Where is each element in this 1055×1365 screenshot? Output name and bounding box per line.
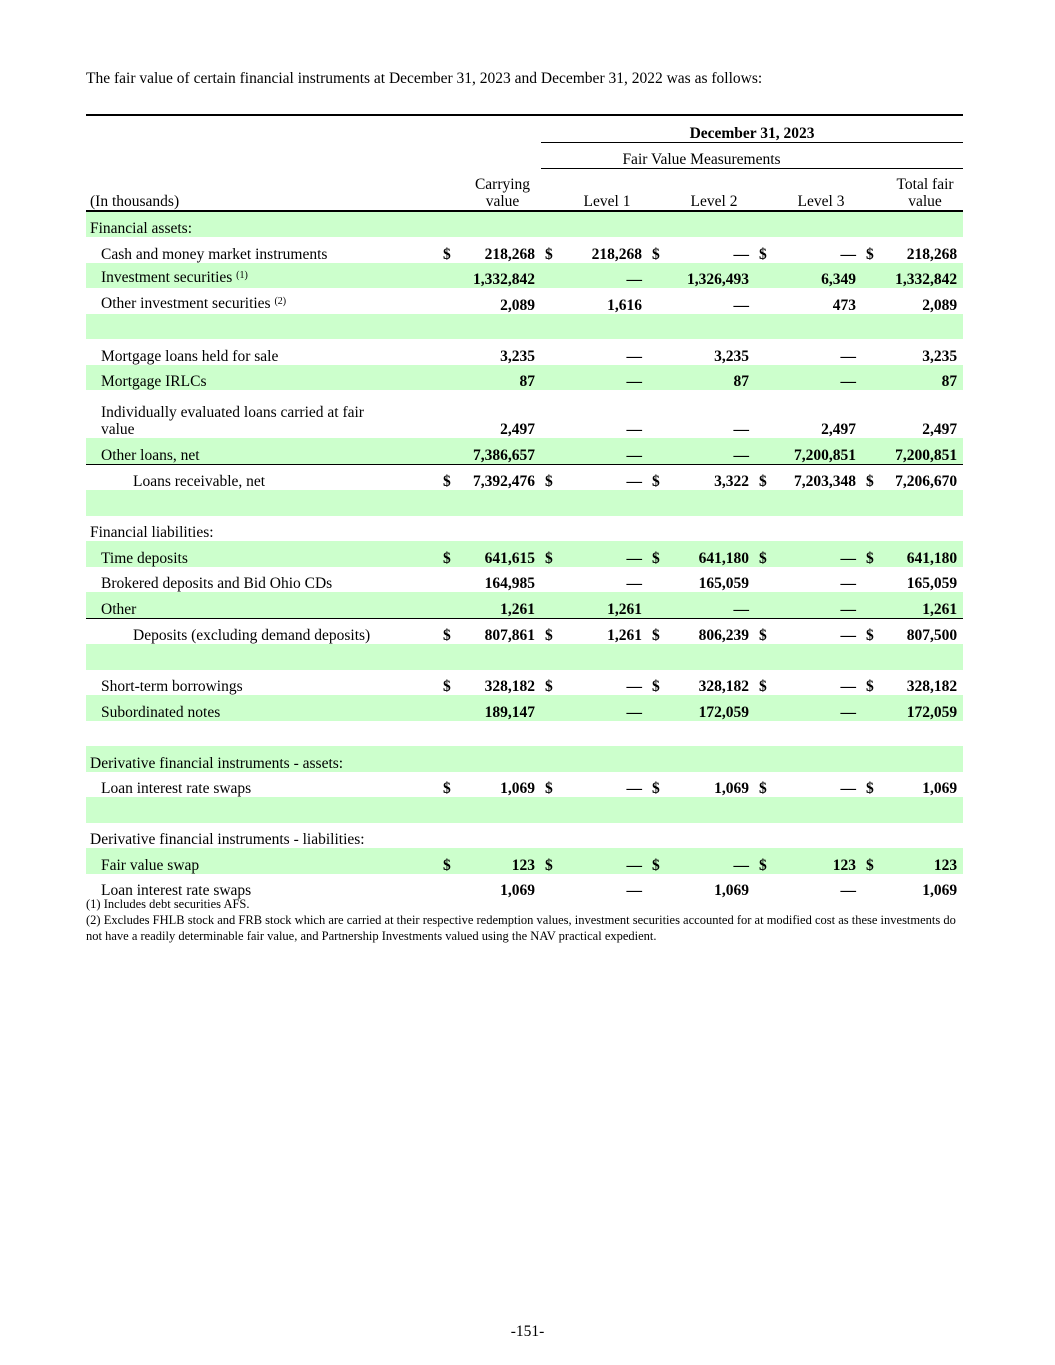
- table-row: Time deposits $ 641,615 $ — $ 641,180 $ — $ 641,180: [86, 541, 963, 567]
- spacer-row: [86, 721, 963, 747]
- spacer-row: [86, 797, 963, 823]
- row-label: Other: [86, 592, 439, 618]
- footnote-2: (2) Excludes FHLB stock and FRB stock which are carried at their respective redemption values, investment securities accounted for at modified cost as these investments do not have a readily determinable fair value, and Partnership Investments valued using the NAV practical expedient.: [86, 913, 956, 943]
- row-label: Short-term borrowings: [101, 678, 243, 695]
- date-header: December 31, 2023: [541, 115, 963, 142]
- level1-header: Level 1: [566, 169, 648, 211]
- table-row: Loan interest rate swaps 1,069 — 1,069 — 1,069: [86, 874, 963, 900]
- spacer-row: [86, 314, 963, 340]
- spacer-row: [86, 490, 963, 516]
- row-label: Investment securities $^{(1)}$: [86, 263, 439, 289]
- row-label: Mortgage loans held for sale: [101, 347, 279, 365]
- table-row: Other 1,261 1,261 — — 1,261: [86, 592, 963, 618]
- row-label: Time deposits: [86, 541, 439, 567]
- table-row: Mortgage IRLCs 87 — 87 — 87: [86, 365, 963, 391]
- intro-text: The fair value of certain financial instruments at December 31, 2023 and December 31, 2022 was as follows:: [86, 70, 763, 87]
- row-label: Cash and money market instruments: [101, 245, 328, 263]
- header-row-columns: [86, 169, 963, 211]
- header-row-date: [86, 115, 963, 142]
- section-financial-assets: Financial assets:: [86, 211, 963, 238]
- row-label: Loans receivable, net: [86, 464, 439, 490]
- row-label: Mortgage IRLCs: [86, 365, 439, 391]
- section-financial-liabilities: Financial liabilities:: [90, 524, 214, 541]
- row-label: Loan interest rate swaps: [101, 780, 252, 797]
- total-fair-value-header: Total fair value: [887, 169, 963, 211]
- header-row-fvm: [86, 142, 963, 169]
- units-label: (In thousands): [86, 169, 439, 211]
- section-derivative-assets: Derivative financial instruments - assets:: [86, 746, 963, 772]
- fair-value-measurements-header: Fair Value Measurements: [541, 142, 862, 169]
- table-row: Fair value swap $ 123 $ — $ — $ 123 $ 123: [86, 848, 963, 874]
- table-row: Short-term borrowings $ 328,182 $ — $ 328,182 $ — $ 328,182: [86, 670, 963, 696]
- row-label: Fair value swap: [86, 848, 439, 874]
- footnote-ref: (1): [236, 270, 248, 281]
- table-row: Other investment securities $^{(2)}$ 2,089 1,616 — 473 2,089: [86, 288, 963, 314]
- row-label: Subordinated notes: [86, 695, 439, 721]
- row-label: Brokered deposits and Bid Ohio CDs: [101, 575, 333, 592]
- table-row-total: Deposits (excluding demand deposits) $ 807,861 $ 1,261 $ 806,239 $ — $ 807,500: [86, 618, 963, 644]
- spacer-row: [86, 644, 963, 670]
- table-row: Subordinated notes 189,147 — 172,059 — 172,059: [86, 695, 963, 721]
- level3-header: Level 3: [780, 169, 862, 211]
- level2-header: Level 2: [673, 169, 755, 211]
- row-label: Loan interest rate swaps: [101, 882, 252, 899]
- fair-value-table-container: [86, 114, 963, 899]
- section-derivative-liabilities: Derivative financial instruments - liabilities:: [90, 831, 365, 848]
- carrying-value-header: Carrying value: [464, 169, 541, 211]
- footnote-1: (1) Includes debt securities AFS.: [86, 897, 250, 911]
- row-label: Other investment securities $^{(2)}$: [101, 294, 287, 312]
- row-label: Individually evaluated loans carried at fair value: [101, 404, 364, 438]
- footnote-ref: (2): [274, 295, 287, 307]
- page-number: -151-: [510, 1323, 545, 1340]
- fair-value-table: [86, 114, 963, 899]
- table-row: Cash and money market instruments $ 218,268 $ 218,268 $ — $ — $ 218,268: [86, 237, 963, 263]
- table-row-total: Loans receivable, net $ 7,392,476 $ — $ 3,322 $ 7,203,348 $ 7,206,670: [86, 464, 963, 490]
- row-label: Deposits (excluding demand deposits): [86, 618, 439, 644]
- table-row: Brokered deposits and Bid Ohio CDs 164,985 — 165,059 — 165,059: [86, 567, 963, 593]
- table-row: Loan interest rate swaps $ 1,069 $ — $ 1,069 $ — $ 1,069: [86, 772, 963, 798]
- table-row: Other loans, net 7,386,657 — — 7,200,851 7,200,851: [86, 438, 963, 464]
- row-label: Other loans, net: [86, 438, 439, 464]
- footnotes: [86, 896, 966, 944]
- table-row: Mortgage loans held for sale 3,235 — 3,235 — 3,235: [86, 339, 963, 365]
- table-row: Investment securities $^{(1)}$ 1,332,842 — 1,326,493 6,349 1,332,842: [86, 263, 963, 289]
- table-row: Individually evaluated loans carried at fair value 2,497 — — 2,497 2,497: [86, 390, 963, 438]
